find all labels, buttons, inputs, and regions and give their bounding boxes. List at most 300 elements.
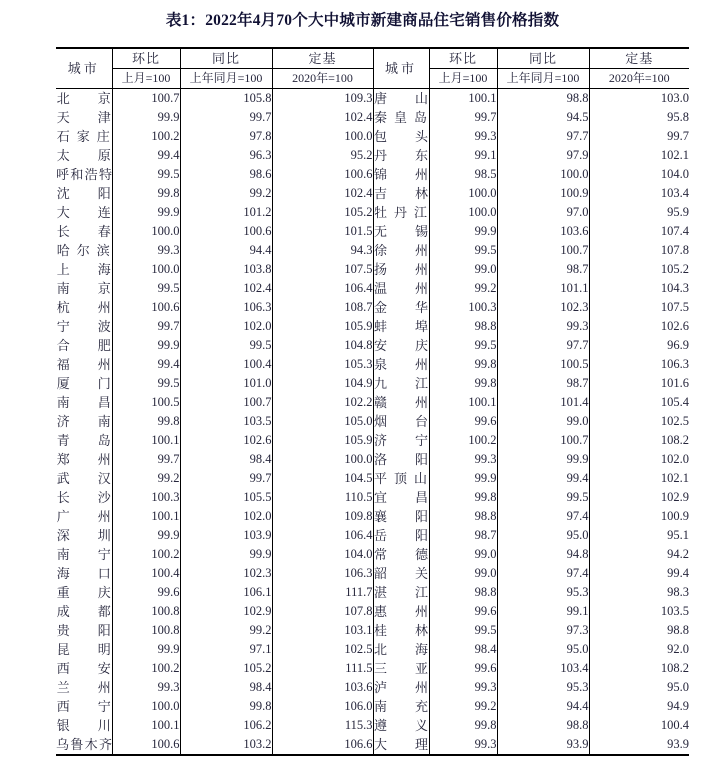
- city-name-right: [373, 89, 429, 109]
- city-label: 遵义: [374, 718, 428, 733]
- city-label: 无锡: [374, 224, 428, 239]
- value-mom-right: 99.3: [429, 678, 497, 697]
- city-name-left: [56, 697, 112, 716]
- header-row-group: [56, 48, 689, 69]
- value-mom-right: 100.2: [429, 431, 497, 450]
- table-row: [56, 279, 689, 298]
- city-label: 宜昌: [374, 490, 428, 505]
- city-label: 武汉: [56, 471, 111, 486]
- value-yoy-left: 99.9: [180, 545, 272, 564]
- value-yoy-left: 94.4: [180, 241, 272, 260]
- value-mom-left: 100.8: [112, 621, 180, 640]
- city-label: 洛阳: [374, 452, 428, 467]
- value-yoy-right: 100.5: [497, 355, 589, 374]
- city-label: 天津: [56, 110, 111, 125]
- city-name-right: [373, 583, 429, 602]
- table-row: [56, 659, 689, 678]
- value-yoy-left: 97.1: [180, 640, 272, 659]
- city-label: 泸州: [374, 680, 428, 695]
- value-yoy-right: 93.9: [497, 735, 589, 755]
- value-mom-right: 99.9: [429, 469, 497, 488]
- value-yoy-left: 102.6: [180, 431, 272, 450]
- city-label: 石家庄: [56, 129, 111, 144]
- value-mom-left: 100.2: [112, 659, 180, 678]
- value-mom-right: 98.8: [429, 507, 497, 526]
- city-label: 深圳: [56, 528, 111, 543]
- value-yoy-right: 100.0: [497, 165, 589, 184]
- value-mom-right: 99.3: [429, 450, 497, 469]
- city-name-right: [373, 146, 429, 165]
- value-mom-right: 98.4: [429, 640, 497, 659]
- city-label: 银川: [56, 718, 111, 733]
- city-name-right: [373, 431, 429, 450]
- value-base-right: 102.0: [589, 450, 689, 469]
- city-name-left: [56, 583, 112, 602]
- value-yoy-right: 97.9: [497, 146, 589, 165]
- value-yoy-right: 98.7: [497, 260, 589, 279]
- city-name-right: [373, 659, 429, 678]
- table-row: [56, 526, 689, 545]
- header-basis-mom-right: 上月=100: [429, 69, 497, 89]
- value-base-right: 106.3: [589, 355, 689, 374]
- value-yoy-left: 99.2: [180, 621, 272, 640]
- city-label: 南充: [374, 699, 428, 714]
- city-label: 西安: [56, 661, 111, 676]
- value-base-left: 104.5: [272, 469, 373, 488]
- city-label: 长沙: [56, 490, 111, 505]
- city-name-left: [56, 393, 112, 412]
- value-yoy-left: 99.8: [180, 697, 272, 716]
- value-yoy-left: 106.3: [180, 298, 272, 317]
- header-group-mom-right: 环比: [429, 48, 497, 69]
- value-base-right: 103.4: [589, 184, 689, 203]
- city-label: 平顶山: [374, 471, 428, 486]
- value-mom-right: 100.0: [429, 184, 497, 203]
- value-base-left: 106.4: [272, 526, 373, 545]
- city-name-left: [56, 507, 112, 526]
- city-label: 兰州: [56, 680, 111, 695]
- value-yoy-left: 96.3: [180, 146, 272, 165]
- value-base-right: 108.2: [589, 431, 689, 450]
- city-label: 昆明: [56, 642, 111, 657]
- city-name-left: [56, 469, 112, 488]
- city-label: 乌鲁木齐: [56, 737, 112, 752]
- header-city-right: 城市: [373, 48, 429, 89]
- city-label: 哈尔滨: [56, 243, 111, 258]
- value-mom-right: 98.5: [429, 165, 497, 184]
- value-mom-right: 98.7: [429, 526, 497, 545]
- table-body: [56, 89, 689, 756]
- city-label: 济南: [56, 414, 111, 429]
- value-yoy-left: 102.4: [180, 279, 272, 298]
- value-yoy-left: 103.2: [180, 735, 272, 755]
- table-row: [56, 488, 689, 507]
- value-yoy-left: 106.1: [180, 583, 272, 602]
- header-group-mom-left: 环比: [112, 48, 180, 69]
- value-yoy-right: 101.1: [497, 279, 589, 298]
- value-base-right: 108.2: [589, 659, 689, 678]
- value-mom-right: 99.5: [429, 241, 497, 260]
- city-name-left: [56, 108, 112, 127]
- value-mom-right: 99.3: [429, 735, 497, 755]
- city-label: 吉林: [374, 186, 428, 201]
- city-label: 安庆: [374, 338, 428, 353]
- city-label: 上海: [56, 262, 111, 277]
- city-label: 秦皇岛: [374, 110, 428, 125]
- value-mom-left: 100.6: [112, 735, 180, 755]
- value-yoy-right: 98.7: [497, 374, 589, 393]
- table-row: [56, 241, 689, 260]
- value-mom-right: 99.8: [429, 716, 497, 735]
- city-label: 大连: [56, 205, 111, 220]
- value-mom-left: 99.6: [112, 583, 180, 602]
- value-base-right: 101.6: [589, 374, 689, 393]
- value-mom-left: 100.1: [112, 507, 180, 526]
- city-name-right: [373, 450, 429, 469]
- city-label: 合肥: [56, 338, 111, 353]
- table-row: [56, 127, 689, 146]
- value-base-left: 104.8: [272, 336, 373, 355]
- city-label: 呼和浩特: [56, 167, 112, 182]
- city-name-left: [56, 165, 112, 184]
- table-row: [56, 108, 689, 127]
- city-name-right: [373, 203, 429, 222]
- value-mom-left: 100.0: [112, 697, 180, 716]
- city-name-right: [373, 507, 429, 526]
- value-yoy-left: 101.0: [180, 374, 272, 393]
- value-mom-left: 100.1: [112, 431, 180, 450]
- city-name-left: [56, 374, 112, 393]
- value-mom-right: 98.8: [429, 583, 497, 602]
- value-base-left: 105.9: [272, 431, 373, 450]
- table-row: [56, 355, 689, 374]
- value-yoy-right: 100.7: [497, 241, 589, 260]
- city-label: 惠州: [374, 604, 428, 619]
- value-mom-left: 100.6: [112, 298, 180, 317]
- value-mom-left: 99.4: [112, 355, 180, 374]
- value-yoy-right: 97.7: [497, 127, 589, 146]
- header-basis-yoy-right: 上年同月=100: [497, 69, 589, 89]
- city-label: 泉州: [374, 357, 428, 372]
- value-mom-right: 99.5: [429, 621, 497, 640]
- city-name-left: [56, 146, 112, 165]
- value-yoy-right: 94.4: [497, 697, 589, 716]
- value-yoy-right: 95.3: [497, 678, 589, 697]
- value-base-right: 102.1: [589, 469, 689, 488]
- table-row: [56, 735, 689, 755]
- city-label: 襄阳: [374, 509, 428, 524]
- header-basis-mom-left: 上月=100: [112, 69, 180, 89]
- city-label: 三亚: [374, 661, 428, 676]
- value-base-left: 109.3: [272, 89, 373, 109]
- value-yoy-right: 98.8: [497, 89, 589, 109]
- city-label: 青岛: [56, 433, 111, 448]
- value-base-left: 109.8: [272, 507, 373, 526]
- value-base-right: 104.3: [589, 279, 689, 298]
- city-label: 北海: [374, 642, 428, 657]
- city-name-left: [56, 621, 112, 640]
- city-name-left: [56, 184, 112, 203]
- value-yoy-right: 97.3: [497, 621, 589, 640]
- value-base-left: 95.2: [272, 146, 373, 165]
- value-base-right: 93.9: [589, 735, 689, 755]
- city-label: 大理: [374, 737, 428, 752]
- table-row: [56, 583, 689, 602]
- city-label: 南宁: [56, 547, 111, 562]
- table-row: [56, 260, 689, 279]
- value-yoy-right: 97.4: [497, 564, 589, 583]
- city-name-right: [373, 127, 429, 146]
- value-mom-left: 99.2: [112, 469, 180, 488]
- city-label: 岳阳: [374, 528, 428, 543]
- value-mom-right: 99.2: [429, 279, 497, 298]
- city-label: 海口: [56, 566, 111, 581]
- header-city-left: 城市: [56, 48, 112, 89]
- value-yoy-left: 105.8: [180, 89, 272, 109]
- value-mom-right: 100.0: [429, 203, 497, 222]
- value-mom-left: 100.7: [112, 89, 180, 109]
- value-base-left: 104.9: [272, 374, 373, 393]
- header-row-basis: [56, 69, 689, 89]
- city-label: 南京: [56, 281, 111, 296]
- value-mom-right: 100.1: [429, 89, 497, 109]
- value-base-left: 100.0: [272, 127, 373, 146]
- city-label: 西宁: [56, 699, 111, 714]
- value-base-right: 94.9: [589, 697, 689, 716]
- city-label: 唐山: [374, 91, 428, 106]
- header-group-yoy-right: 同比: [497, 48, 589, 69]
- value-yoy-right: 97.0: [497, 203, 589, 222]
- table-row: [56, 716, 689, 735]
- value-base-left: 100.6: [272, 165, 373, 184]
- city-name-left: [56, 298, 112, 317]
- city-name-right: [373, 222, 429, 241]
- value-mom-left: 99.3: [112, 241, 180, 260]
- city-name-left: [56, 203, 112, 222]
- table-row: [56, 412, 689, 431]
- value-mom-left: 100.1: [112, 716, 180, 735]
- value-yoy-right: 101.4: [497, 393, 589, 412]
- value-yoy-left: 100.4: [180, 355, 272, 374]
- city-name-left: [56, 602, 112, 621]
- city-name-right: [373, 279, 429, 298]
- value-yoy-right: 103.6: [497, 222, 589, 241]
- value-yoy-right: 99.4: [497, 469, 589, 488]
- city-label: 烟台: [374, 414, 428, 429]
- value-base-left: 106.0: [272, 697, 373, 716]
- city-label: 沈阳: [56, 186, 111, 201]
- value-yoy-left: 97.8: [180, 127, 272, 146]
- value-yoy-left: 106.2: [180, 716, 272, 735]
- value-base-right: 96.9: [589, 336, 689, 355]
- value-mom-left: 100.0: [112, 260, 180, 279]
- table-row: [56, 450, 689, 469]
- city-label: 太原: [56, 148, 111, 163]
- table-row: [56, 222, 689, 241]
- header-basis-yoy-left: 上年同月=100: [180, 69, 272, 89]
- value-base-right: 98.3: [589, 583, 689, 602]
- value-base-right: 103.5: [589, 602, 689, 621]
- city-name-right: [373, 735, 429, 755]
- city-label: 广州: [56, 509, 111, 524]
- table-row: [56, 545, 689, 564]
- value-base-right: 95.8: [589, 108, 689, 127]
- value-base-left: 111.7: [272, 583, 373, 602]
- value-mom-left: 100.5: [112, 393, 180, 412]
- value-base-right: 98.8: [589, 621, 689, 640]
- value-mom-right: 99.2: [429, 697, 497, 716]
- value-base-left: 103.1: [272, 621, 373, 640]
- table-row: [56, 697, 689, 716]
- city-name-left: [56, 640, 112, 659]
- city-label: 厦门: [56, 376, 111, 391]
- city-name-left: [56, 260, 112, 279]
- city-name-left: [56, 127, 112, 146]
- value-mom-right: 99.0: [429, 564, 497, 583]
- value-mom-left: 99.9: [112, 336, 180, 355]
- city-name-right: [373, 602, 429, 621]
- city-label: 蚌埠: [374, 319, 428, 334]
- city-label: 北京: [56, 91, 111, 106]
- value-yoy-left: 99.5: [180, 336, 272, 355]
- table-container: [56, 47, 689, 756]
- value-yoy-right: 97.4: [497, 507, 589, 526]
- table-header: [56, 48, 689, 89]
- value-mom-right: 99.9: [429, 222, 497, 241]
- value-yoy-right: 98.8: [497, 716, 589, 735]
- city-name-right: [373, 488, 429, 507]
- value-mom-left: 99.3: [112, 678, 180, 697]
- value-mom-right: 99.8: [429, 374, 497, 393]
- value-yoy-right: 95.3: [497, 583, 589, 602]
- value-yoy-right: 95.0: [497, 640, 589, 659]
- value-yoy-left: 103.5: [180, 412, 272, 431]
- value-base-left: 105.0: [272, 412, 373, 431]
- value-yoy-right: 99.5: [497, 488, 589, 507]
- city-name-right: [373, 241, 429, 260]
- city-name-right: [373, 317, 429, 336]
- value-base-right: 99.7: [589, 127, 689, 146]
- city-name-right: [373, 108, 429, 127]
- value-yoy-left: 98.4: [180, 450, 272, 469]
- city-name-right: [373, 260, 429, 279]
- city-name-right: [373, 393, 429, 412]
- value-base-right: 107.5: [589, 298, 689, 317]
- value-mom-left: 99.7: [112, 450, 180, 469]
- value-base-right: 102.6: [589, 317, 689, 336]
- city-name-left: [56, 735, 112, 755]
- table-row: [56, 317, 689, 336]
- city-name-left: [56, 355, 112, 374]
- value-base-right: 103.0: [589, 89, 689, 109]
- city-name-left: [56, 336, 112, 355]
- value-yoy-right: 94.8: [497, 545, 589, 564]
- city-name-right: [373, 336, 429, 355]
- value-yoy-right: 100.7: [497, 431, 589, 450]
- value-mom-left: 100.8: [112, 602, 180, 621]
- value-mom-right: 99.5: [429, 336, 497, 355]
- value-base-left: 94.3: [272, 241, 373, 260]
- table-row: [56, 165, 689, 184]
- value-base-right: 94.2: [589, 545, 689, 564]
- value-yoy-left: 99.7: [180, 469, 272, 488]
- value-base-left: 115.3: [272, 716, 373, 735]
- value-base-left: 111.5: [272, 659, 373, 678]
- table-row: [56, 393, 689, 412]
- value-mom-right: 99.0: [429, 260, 497, 279]
- value-base-right: 104.0: [589, 165, 689, 184]
- city-name-left: [56, 526, 112, 545]
- city-label: 包头: [374, 129, 428, 144]
- value-base-left: 104.0: [272, 545, 373, 564]
- value-yoy-right: 103.4: [497, 659, 589, 678]
- city-label: 九江: [374, 376, 428, 391]
- value-mom-right: 99.1: [429, 146, 497, 165]
- city-label: 桂林: [374, 623, 428, 638]
- city-name-right: [373, 545, 429, 564]
- city-name-right: [373, 355, 429, 374]
- value-mom-left: 99.5: [112, 279, 180, 298]
- value-mom-left: 99.8: [112, 184, 180, 203]
- table-row: [56, 184, 689, 203]
- city-name-right: [373, 716, 429, 735]
- value-yoy-right: 95.0: [497, 526, 589, 545]
- value-yoy-right: 99.3: [497, 317, 589, 336]
- city-name-left: [56, 222, 112, 241]
- table-row: [56, 203, 689, 222]
- value-yoy-left: 105.5: [180, 488, 272, 507]
- value-mom-left: 99.9: [112, 640, 180, 659]
- city-name-right: [373, 412, 429, 431]
- city-label: 金华: [374, 300, 428, 315]
- value-mom-left: 99.5: [112, 165, 180, 184]
- value-base-right: 105.2: [589, 260, 689, 279]
- value-base-left: 102.5: [272, 640, 373, 659]
- value-mom-right: 99.3: [429, 127, 497, 146]
- value-base-left: 102.4: [272, 108, 373, 127]
- value-yoy-right: 99.1: [497, 602, 589, 621]
- value-mom-right: 100.3: [429, 298, 497, 317]
- value-mom-right: 100.1: [429, 393, 497, 412]
- value-base-left: 106.4: [272, 279, 373, 298]
- value-base-left: 105.9: [272, 317, 373, 336]
- value-mom-right: 99.6: [429, 412, 497, 431]
- table-row: [56, 640, 689, 659]
- value-yoy-left: 98.6: [180, 165, 272, 184]
- value-mom-right: 99.6: [429, 659, 497, 678]
- value-base-left: 108.7: [272, 298, 373, 317]
- value-base-left: 105.2: [272, 203, 373, 222]
- city-name-left: [56, 564, 112, 583]
- value-base-left: 102.2: [272, 393, 373, 412]
- city-name-right: [373, 184, 429, 203]
- value-mom-left: 99.7: [112, 317, 180, 336]
- table-row: [56, 469, 689, 488]
- city-label: 湛江: [374, 585, 428, 600]
- value-yoy-left: 102.0: [180, 317, 272, 336]
- value-mom-left: 99.9: [112, 108, 180, 127]
- value-mom-right: 99.7: [429, 108, 497, 127]
- value-yoy-left: 98.4: [180, 678, 272, 697]
- city-name-right: [373, 469, 429, 488]
- value-yoy-left: 99.2: [180, 184, 272, 203]
- city-name-left: [56, 279, 112, 298]
- value-base-right: 107.4: [589, 222, 689, 241]
- value-base-left: 107.5: [272, 260, 373, 279]
- value-yoy-left: 103.8: [180, 260, 272, 279]
- table-row: [56, 621, 689, 640]
- value-mom-left: 100.2: [112, 545, 180, 564]
